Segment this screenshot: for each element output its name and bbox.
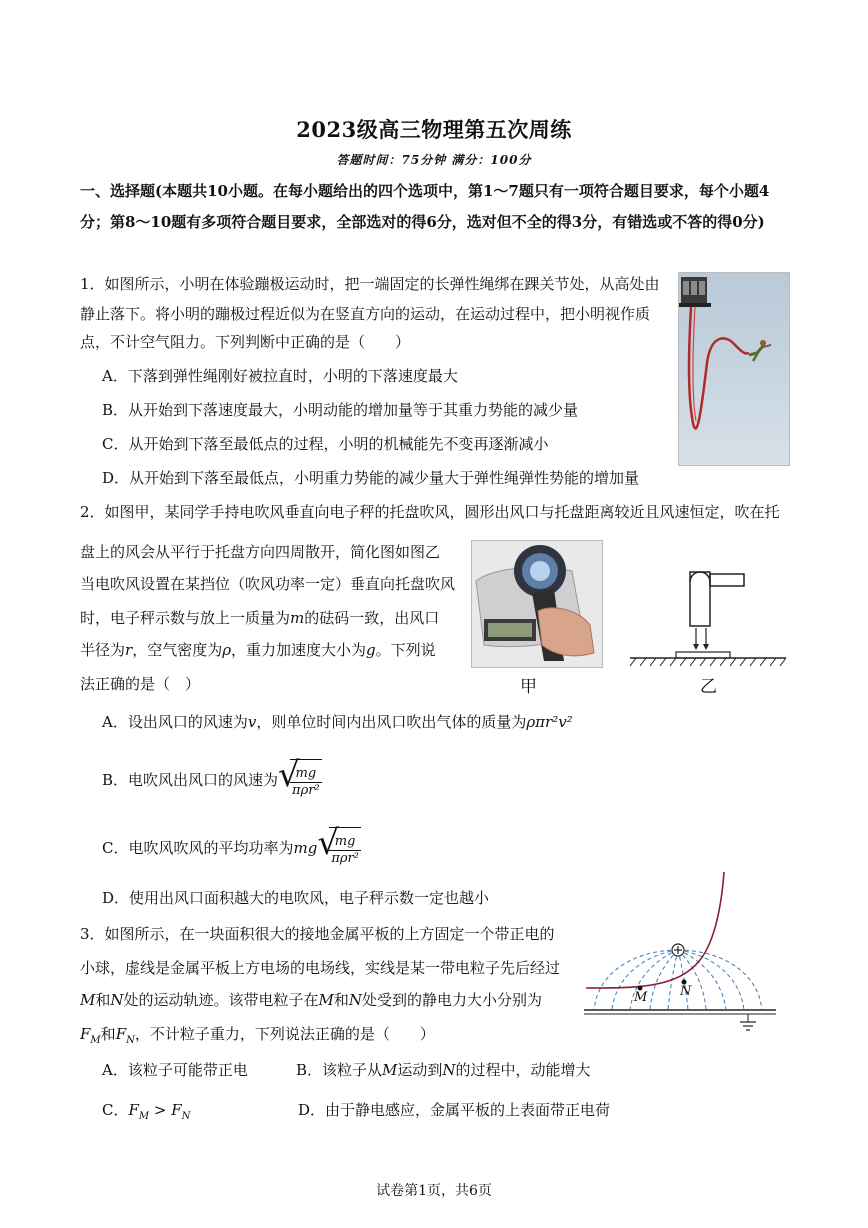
q2-option-b-text: B．电吹风出风口的风速为 [102, 771, 279, 789]
point-m-label: M [634, 990, 648, 1005]
var-rho: ρ [222, 641, 232, 659]
q2-line-5-c: ，重力加速度大小为 [231, 641, 367, 659]
q3-line-4 [80, 1024, 435, 1051]
radical-sign: √ [278, 754, 300, 795]
fraction-denominator: πρr² [331, 851, 359, 866]
q3-fn: F [115, 1025, 127, 1043]
q3-line-2: 小球，虚线是金属平板上方电场的电场线，实线是某一带电粒子先后经过 [80, 959, 561, 977]
q1-line-2: 静止落下。将小明的蹦极过程近似为在竖直方向的运动，在运动过程中，把小明视作质 [80, 305, 651, 323]
q3-line-3-m2: M [318, 991, 334, 1009]
q2-line-4-a: 时，电子秤示数与放上一质量为 [80, 609, 291, 627]
q3-line-3-m: M [80, 991, 96, 1009]
q3-fn-sub: N [126, 1035, 135, 1046]
exam-info: 答题时间：75分钟 满分：100分 [336, 153, 532, 167]
q2-option-c-mg: mg [293, 839, 318, 857]
q1-option-d: D．从开始到下落至最低点，小明重力势能的减少量大于弹性绳弹性势能的增加量 [102, 469, 640, 487]
q2-option-a-expr: ρπr²v² [526, 713, 573, 731]
q3-line-4-and: 和 [100, 1025, 116, 1043]
figure-label-jia: 甲 [520, 677, 537, 697]
q2-line-4-b: 的砝码一致，出风口 [304, 609, 440, 627]
q2-line-2: 盘上的风会从平行于托盘方向四周散开，简化图如图乙 [80, 543, 441, 561]
q3-line-3-n: N [110, 991, 124, 1009]
q1-option-b: B．从开始到下落速度最大，小明动能的增加量等于其重力势能的减少量 [102, 401, 579, 419]
q3-option-b-c: 的过程中，动能增大 [455, 1061, 591, 1079]
section-heading: 一、选择题(本题共10小题。在每小题给出的四个选项中，第1～7题只有一项符合题目要求，每个小题4分；第8～10题有多项符合题目要求，全部选对的得6分，选对但不全的得3分，有错选或不答的得0分) [80, 182, 770, 231]
q2-line-6: 法正确的是（ ） [80, 675, 201, 693]
q2-line-1: 2．如图甲，某同学手持电吹风垂直向电子秤的托盘吹风，圆形出风口与托盘距离较近且风速恒定，吹在托 [80, 503, 780, 521]
q3-option-c-gt: > F [149, 1101, 182, 1119]
q1-line-3: 点，不计空气阻力。下列判断中正确的是（ ） [80, 333, 411, 351]
q3-option-d: D．由于静电感应，金属平板的上表面带正电荷 [298, 1101, 611, 1119]
q2-line-5-b: ，空气密度为 [132, 641, 223, 659]
q3-option-b-b: 运动到 [397, 1061, 443, 1079]
q3-fm: F [80, 1025, 91, 1043]
q3-option-c-f: F [128, 1101, 139, 1119]
q3-option-b-a: B．该粒子从 [296, 1061, 383, 1079]
q3-option-c [102, 1100, 190, 1127]
q2-option-c [102, 822, 361, 870]
fraction-numerator: mg [329, 834, 361, 851]
q1-line-1: 1．如图所示，小明在体验蹦极运动时，把一端固定的长弹性绳绑在踝关节处，从高处由 [80, 275, 660, 293]
fraction-numerator: mg [290, 766, 322, 783]
point-n-label: N [680, 984, 692, 999]
q2-option-a-mid: ，则单位时间内出风口吹出气体的质量为 [256, 713, 527, 731]
var-r: r [125, 641, 133, 659]
q2-line-5-a: 半径为 [80, 641, 126, 659]
hairdryer-photo [471, 540, 603, 668]
q2-line-4 [80, 608, 439, 628]
q2-line-3: 当电吹风设置在某挡位（吹风功率一定）垂直向托盘吹风 [80, 575, 456, 593]
q3-line-3-end: 处受到的静电力大小分别为 [362, 991, 543, 1009]
q3-line-3-n2: N [348, 991, 363, 1009]
var-m: m [290, 609, 305, 627]
sqrt-expression [278, 754, 322, 804]
q3-option-b [296, 1060, 591, 1080]
q2-option-b [102, 754, 322, 802]
q2-option-d: D．使用出风口面积越大的电吹风，电子秤示数一定也越小 [102, 889, 490, 907]
page-footer: 试卷第1页，共6页 [376, 1183, 492, 1199]
dryer-diagram [628, 562, 790, 672]
q3-option-b-n: N [442, 1061, 456, 1079]
q2-option-a [102, 712, 573, 732]
figure-label-yi: 乙 [700, 677, 717, 697]
q2-option-a-text: A．设出风口的风速为 [102, 713, 248, 731]
q3-line-3-and2: 和 [333, 991, 349, 1009]
q2-option-c-text: C．电吹风吹风的平均功率为 [102, 839, 294, 857]
sqrt-expression [317, 822, 361, 872]
q3-option-b-m: M [382, 1061, 398, 1079]
page-title: 2023级高三物理第五次周练 [296, 117, 572, 142]
q3-line-1: 3．如图所示，在一块面积很大的接地金属平板的上方固定一个带正电的 [80, 925, 555, 943]
radical-sign: √ [317, 822, 339, 863]
bungee-photo [678, 272, 790, 466]
q3-option-c-sub-n: N [181, 1111, 191, 1122]
q1-option-c: C．从开始到下落至最低点的过程，小明的机械能先不变再逐渐减小 [102, 435, 549, 453]
field-line-diagram [578, 870, 778, 1042]
q3-line-3-and: 和 [95, 991, 111, 1009]
var-g: g [366, 641, 376, 659]
q3-option-c-sub-m: M [138, 1111, 150, 1122]
q1-option-a: A．下落到弹性绳刚好被拉直时，小明的下落速度最大 [102, 367, 458, 385]
q3-option-c-prefix: C． [102, 1101, 129, 1119]
fraction-denominator: πρr² [292, 783, 320, 798]
q3-line-3-mid: 处的运动轨迹。该带电粒子在 [123, 991, 319, 1009]
q2-option-a-var-v: v [247, 713, 257, 731]
q3-line-4-end: ，不计粒子重力，下列说法正确的是（ ） [134, 1025, 435, 1043]
q3-line-3 [80, 990, 542, 1010]
q2-line-5 [80, 640, 436, 660]
q2-line-5-d: 。下列说 [375, 641, 436, 659]
q3-option-a: A．该粒子可能带正电 [102, 1061, 248, 1079]
q3-fm-sub: M [90, 1035, 101, 1046]
